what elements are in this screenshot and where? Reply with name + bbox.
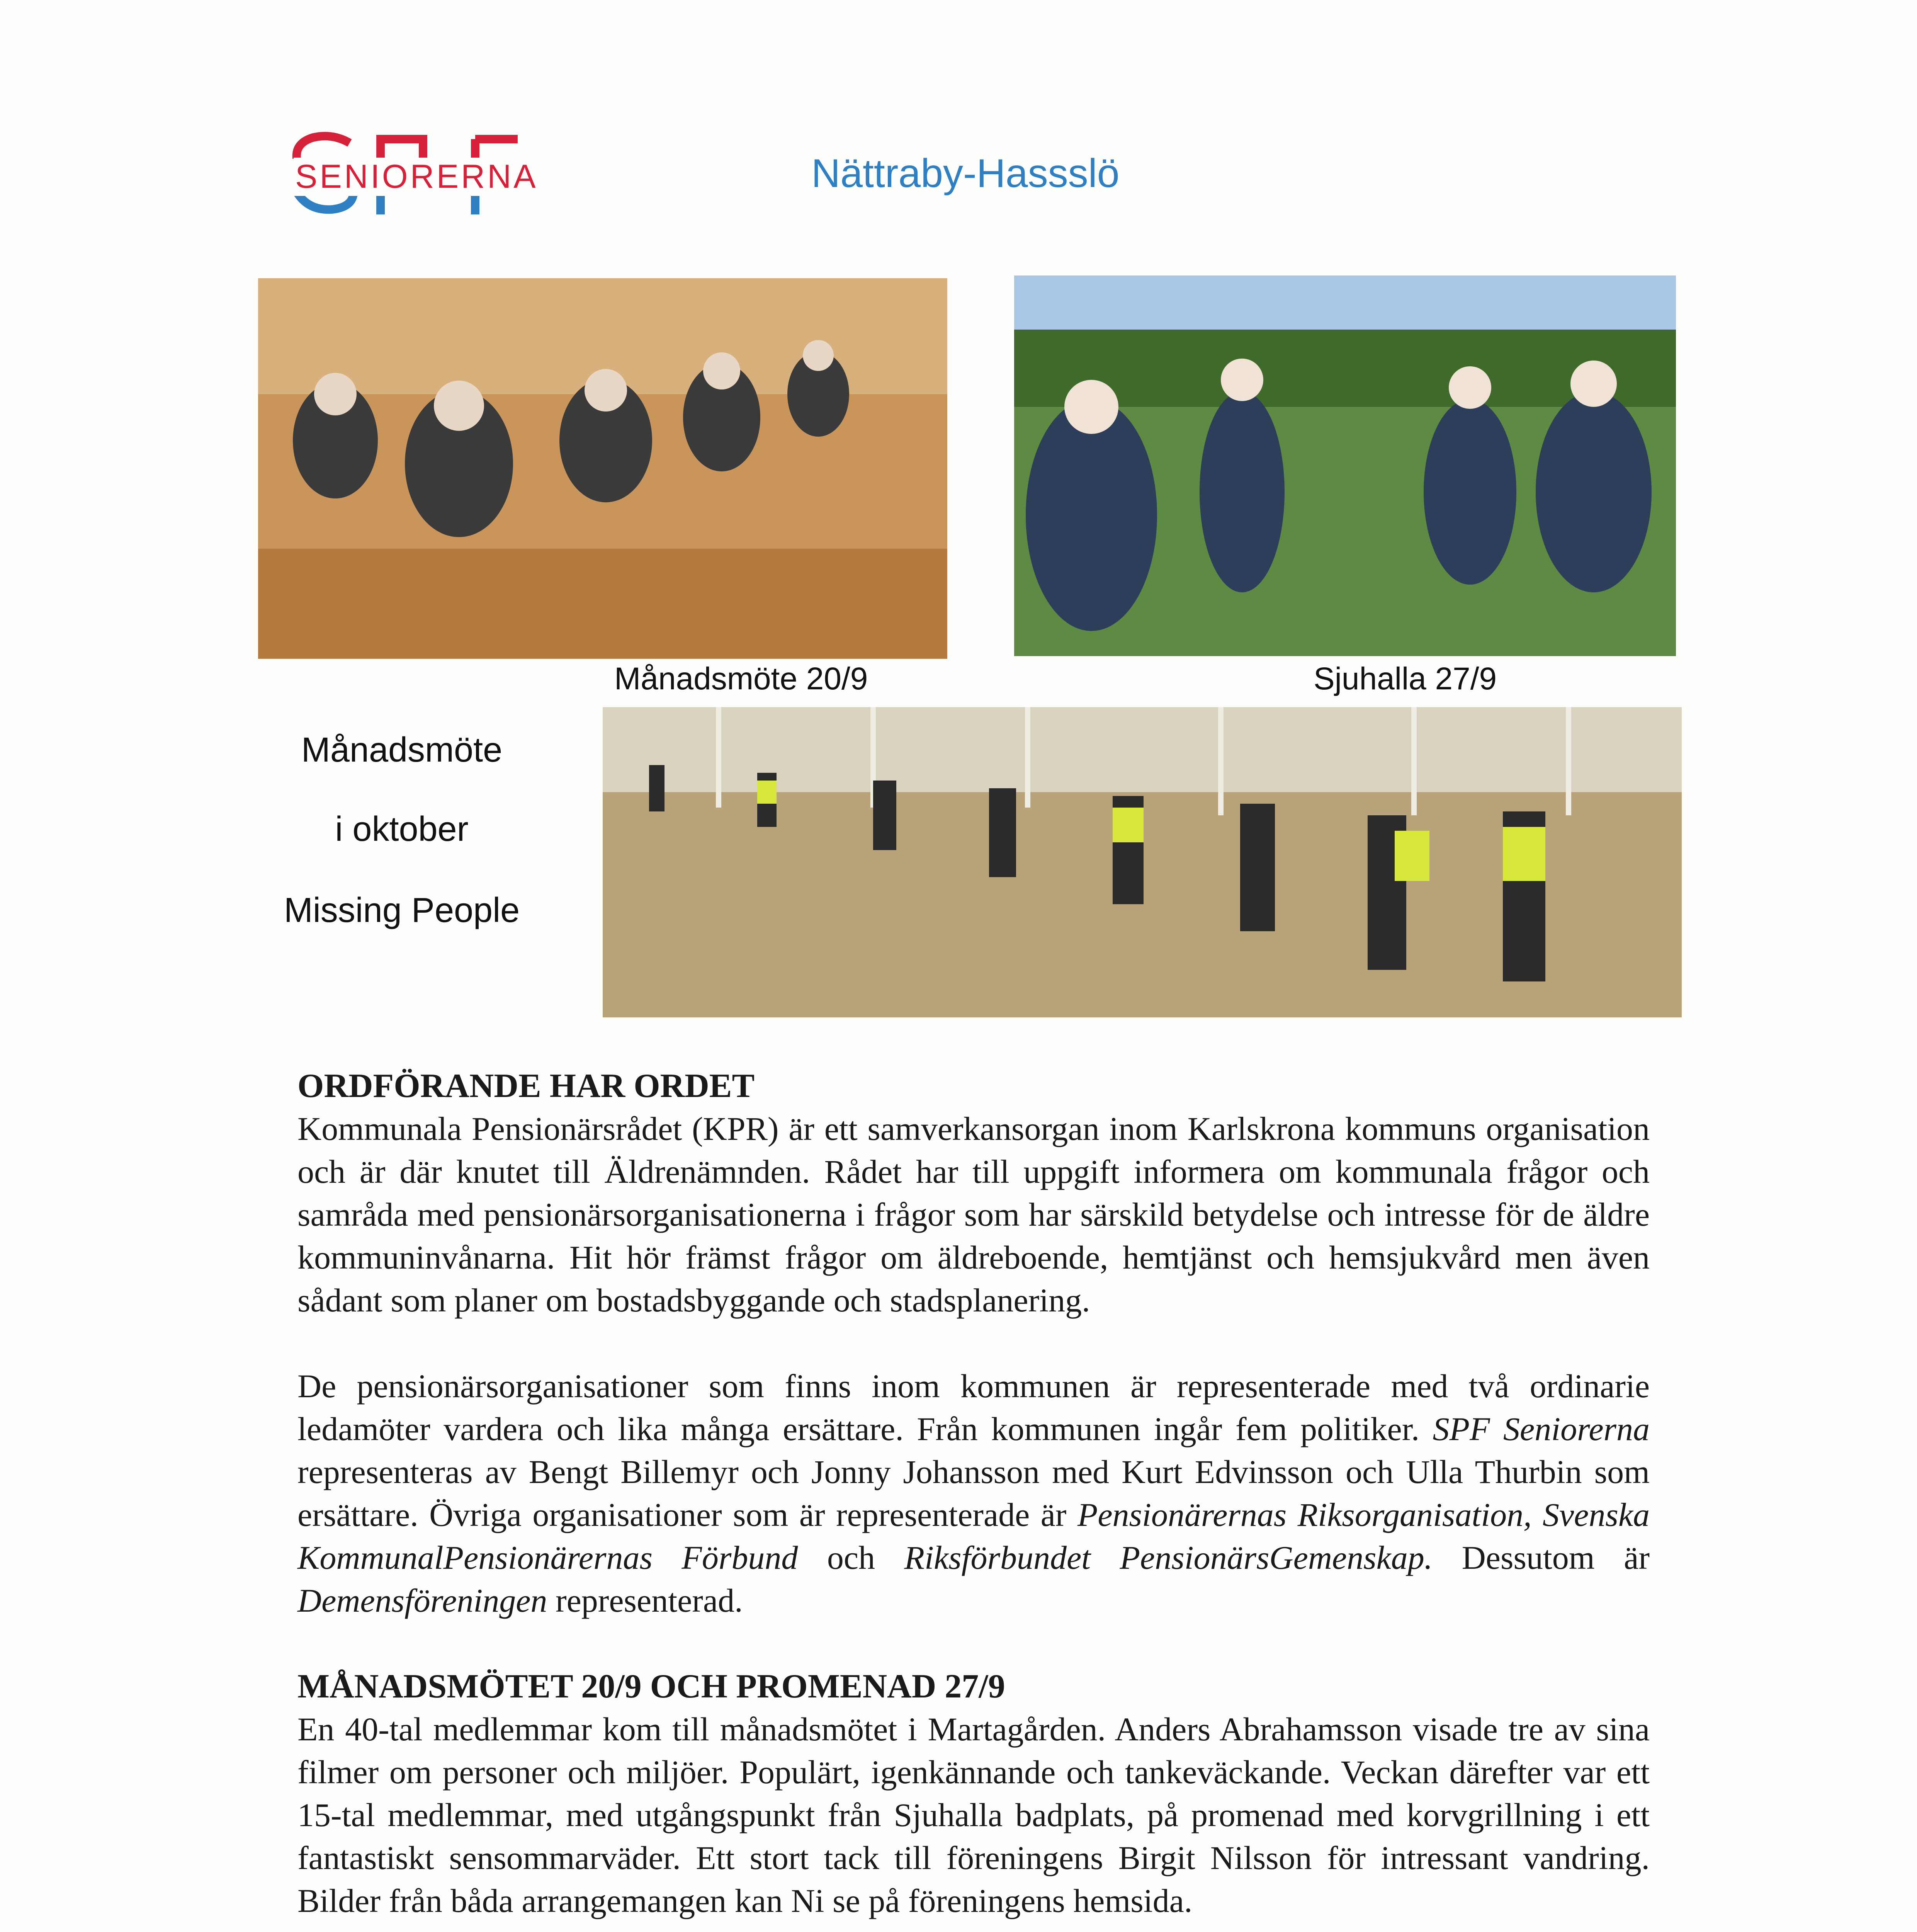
side-text-line: Missing People [284, 891, 520, 930]
meeting-photo-caption: Månadsmöte 20/9 [614, 661, 868, 696]
meeting-photo [258, 278, 947, 659]
walk-photo [1014, 276, 1676, 656]
section-heading: MÅNADSMÖTET 20/9 OCH PROMENAD 27/9 [297, 1668, 1005, 1705]
paragraph: En 40-tal medlemmar kom till månadsmötet i Martagården. Anders Abrahamsson visade tre av sina filmer om personer och miljöer. Populärt, igenkännande och tankeväckande. Veckan därefter var ett 15-tal medlemmar, med utgångspunkt från Sjuhalla badplats, på promenad med korvgrillning i ett fantastiskt sensommarväder. Ett stort tack till föreningens Birgit Nilsson för intressant vandring. Bilder från båda arrangemangen kan Ni se på föreningens hemsida. [297, 1711, 1650, 1919]
paragraph: Kommunala Pensionärsrådet (KPR) är ett samverkansorgan inom Karlskrona kommuns organisation och är där knutet till Äldrenämnden. Rådet har till uppgift informera om kommunala frågor och samråda med pensionärsorganisationerna i frågor som har särskild betydelse och intresse för de äldre kommuninvånarna. Hit hör främst frågor om äldreboende, hemtjänst och hemsjukvård men även sådant som planer om bostadsbyggande och stadsplanering. [297, 1110, 1650, 1319]
paragraph: De pensionärsorganisationer som finns inom kommunen är representerade med två ordinarie ledamöter vardera och lika många ersättare. Från kommunen ingår fem politiker. SPF Seniorerna representeras av Bengt Billemyr och Jonny Johansson med Kurt Edvinsson och Ulla Thurbin som ersättare. Övriga organisationer som är representerade är Pensionärernas Riksorganisation, Svenska KommunalPensionärernas Förbund och Riksförbundet PensionärsGemenskap. Dessutom är Demensföreningen representerad. [297, 1367, 1650, 1619]
spf-logo [286, 128, 618, 243]
walk-photo-caption: Sjuhalla 27/9 [1314, 661, 1497, 696]
side-text-line: i oktober [335, 810, 469, 849]
branch-name: Nättraby-Hassslö [811, 151, 1120, 196]
logo-text: SENIORERNA [294, 158, 540, 196]
missing-people-photo [603, 707, 1682, 1017]
side-text-line: Månadsmöte [301, 731, 503, 769]
section-heading: ORDFÖRANDE HAR ORDET [297, 1067, 755, 1105]
newsletter-body [297, 1065, 1650, 1932]
